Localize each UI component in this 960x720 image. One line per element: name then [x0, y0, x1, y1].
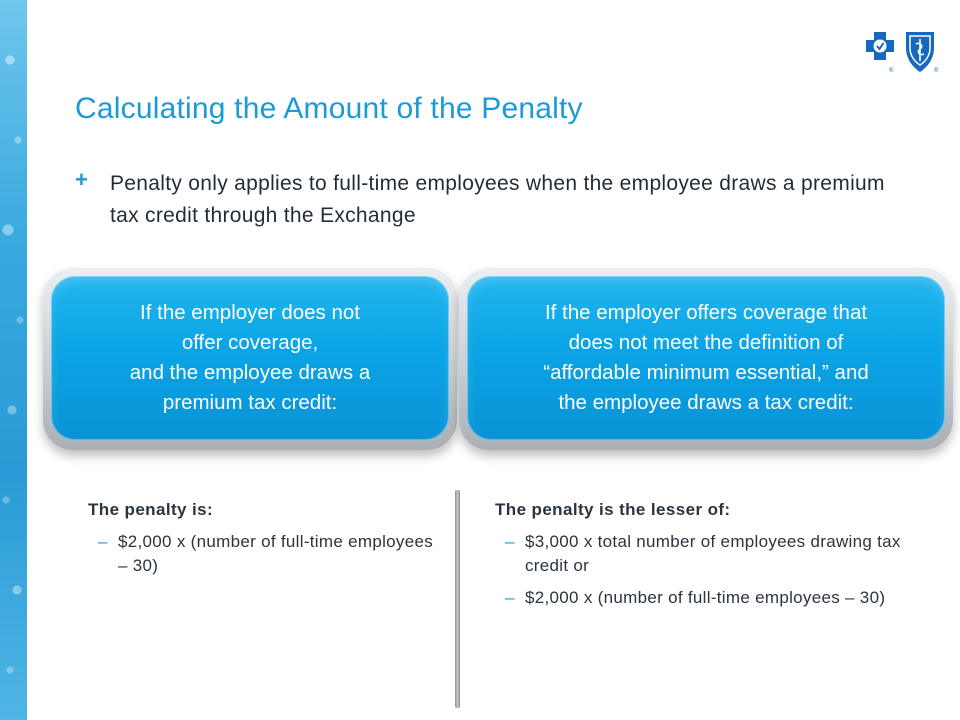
penalty-list: [88, 530, 438, 578]
scenario-box-unaffordable-coverage: [459, 268, 953, 450]
penalty-item-text: $3,000 x total number of employees drawing tax credit or: [525, 532, 901, 575]
penalty-item: [88, 530, 438, 578]
scenario-box-no-coverage: [43, 268, 457, 450]
blue-cross-blue-shield-logo: [862, 28, 942, 74]
scenario-line: premium tax credit:: [162, 391, 338, 414]
blue-shield-logo-icon: [906, 32, 939, 74]
penalty-heading: The penalty is:: [88, 500, 214, 519]
svg-text:®: ®: [889, 68, 894, 74]
dash-bullet-icon: –: [505, 588, 515, 607]
svg-text:®: ®: [934, 68, 939, 74]
slide-title: Calculating the Amount of the Penalty: [75, 92, 583, 125]
decorative-water-strip: [0, 0, 27, 720]
penalty-heading: The penalty is the lesser of:: [495, 500, 731, 519]
scenario-line: does not meet the definition of: [568, 331, 844, 354]
company-logo: [862, 28, 942, 74]
column-divider: [455, 490, 460, 708]
scenario-line: the employee draws a tax credit:: [558, 391, 854, 414]
plus-icon: +: [75, 167, 88, 192]
dash-bullet-icon: –: [98, 532, 108, 551]
scenario-line: If the employer does not: [140, 301, 360, 324]
penalty-item: [495, 586, 915, 610]
penalty-item-text: $2,000 x (number of full-time employees – 30): [525, 588, 886, 607]
penalty-list: [495, 530, 915, 610]
scenario-box-content: [51, 276, 449, 440]
bullet-point: [75, 168, 915, 232]
bullet-text: Penalty only applies to full-time employees when the employee draws a premium tax credit through the Exchange: [110, 172, 885, 227]
dash-bullet-icon: –: [505, 532, 515, 551]
scenario-box-content: [467, 276, 945, 440]
penalty-section-unaffordable-coverage: [495, 500, 915, 618]
penalty-item-text: $2,000 x (number of full-time employees – 30): [118, 532, 434, 575]
scenario-line: offer coverage,: [181, 331, 319, 354]
penalty-item: [495, 530, 915, 578]
blue-cross-logo-icon: [866, 32, 894, 74]
scenario-line: and the employee draws a: [129, 361, 371, 384]
scenario-line: If the employer offers coverage that: [544, 301, 868, 324]
penalty-section-no-coverage: [88, 500, 438, 586]
scenario-line: “affordable minimum essential,” and: [543, 361, 869, 384]
